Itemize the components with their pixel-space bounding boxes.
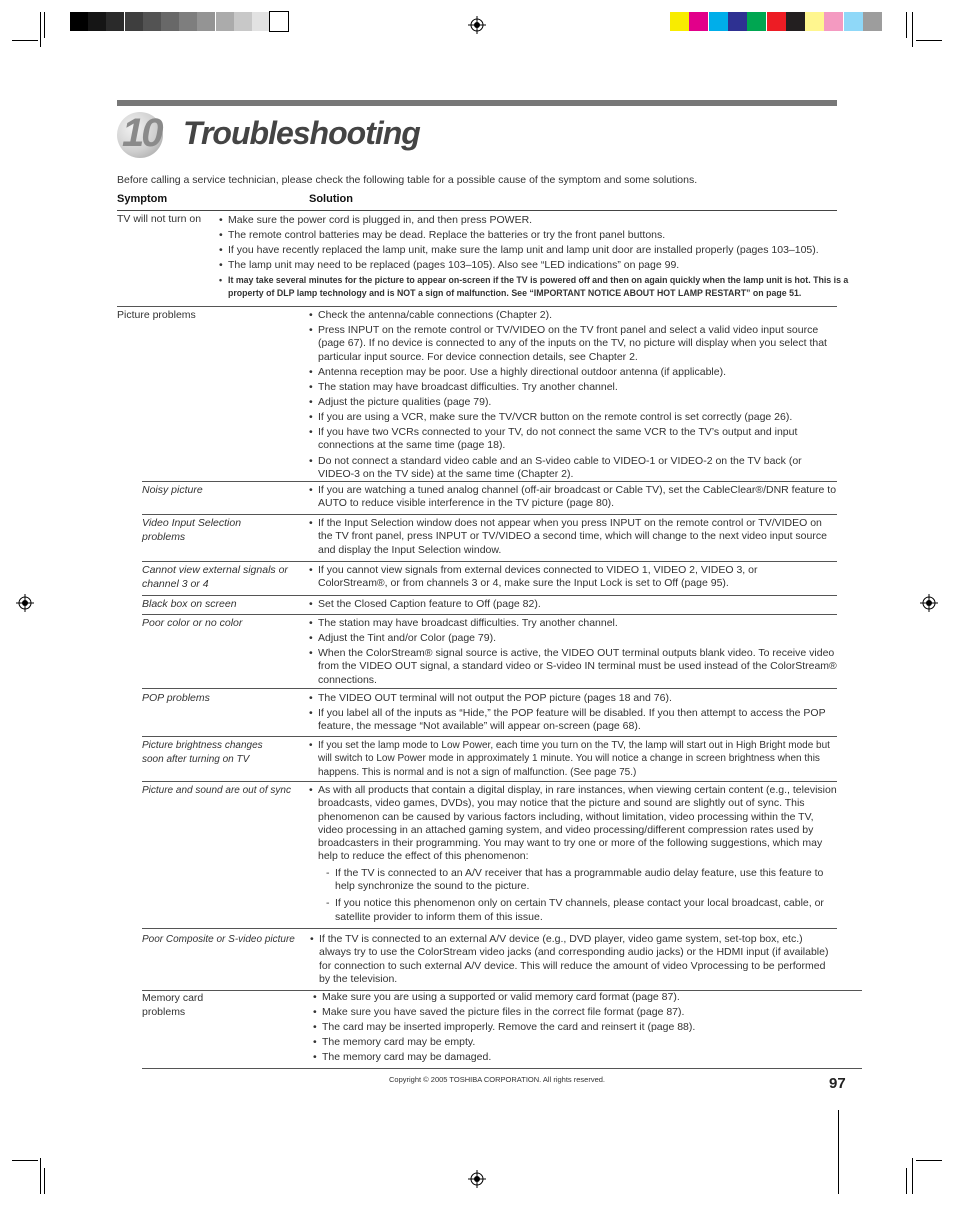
symptom-label: Cannot view external signals or channel 3 or 4: [142, 564, 288, 590]
color-swatch: [805, 12, 824, 31]
solution-list: [309, 739, 837, 781]
gray-swatch: [143, 12, 161, 31]
chapter-number: 10: [122, 111, 161, 155]
copyright-notice: Copyright © 2005 TOSHIBA CORPORATION. All rights reserved.: [389, 1075, 606, 1084]
sub-suggestion: - If the TV is connected to an A/V receiver that has a programmable audio delay feature, use this feature to help synchronize the sound to the picture.: [309, 867, 837, 894]
registration-mark-icon: [468, 1170, 486, 1188]
solution-item: • The lamp unit may need to be replaced (pages 103–105). Also see “LED indications” on page 99.: [219, 259, 849, 272]
solution-item: • The station may have broadcast difficulties. Try another channel.: [309, 381, 837, 394]
color-swatch: [786, 12, 805, 31]
gray-swatch: [252, 12, 270, 31]
solution-list: [309, 692, 837, 735]
solution-item: • Adjust the Tint and/or Color (page 79).: [309, 632, 837, 645]
gray-swatch: [270, 12, 288, 31]
solution-item: • The memory card may be empty.: [313, 1036, 833, 1049]
gray-swatch: [106, 12, 124, 31]
solution-list: [309, 564, 814, 592]
symptom-label: Black box on screen: [142, 598, 237, 610]
solution-item: • If the TV is connected to an external A/V device (e.g., DVD player, video game system, set-top box, etc.) always try to use the ColorStream video jacks (and corresponding audio jacks) or the HDMI input (if available) for connection to such external A/V device. This will reduce the amount of video Vprocessing to be performed by the television.: [310, 933, 830, 986]
row-divider: [142, 736, 837, 737]
solution-item: • The remote control batteries may be dead. Replace the batteries or try the front panel buttons.: [219, 229, 849, 242]
solution-item: • The memory card may be damaged.: [313, 1051, 833, 1064]
solution-list: [309, 617, 837, 689]
row-divider: [142, 688, 837, 689]
row-divider: [142, 781, 837, 782]
symptom-label: Memory card problems: [142, 992, 204, 1018]
solution-list: [309, 598, 837, 613]
solution-item: • Press INPUT on the remote control or TV/VIDEO on the TV front panel and select a valid video input source (page 67). If no device is connected to any of the inputs on the TV, no picture will display when you select that particular input source. For device connection details, see Chapter 2.: [309, 324, 837, 364]
symptom-label: Picture and sound are out of sync: [142, 785, 291, 796]
solution-item: • If you cannot view signals from external devices connected to VIDEO 1, VIDEO 2, VIDEO 3, or ColorStream®, or from channels 3 or 4, make sure the Input Lock is set to Off (page 95).: [309, 564, 814, 591]
page-number: 97: [829, 1075, 846, 1092]
symptom-column-header: Symptom: [117, 193, 168, 205]
solution-item: • Do not connect a standard video cable and an S-video cable to VIDEO-1 or VIDEO-2 on the TV back (or VIDEO-3 on the TV side) at the same time (Chapter 2).: [309, 455, 837, 482]
hot-lamp-notice: • It may take several minutes for the picture to appear on-screen if the TV is powered off and then on again quickly when the lamp unit is hot. This is a property of DLP lamp technology and is NOT a sign of malfunction. See “IMPORTANT NOTICE ABOUT HOT LAMP RESTART” on page 51.: [219, 274, 849, 300]
color-swatch: [670, 12, 689, 31]
gray-swatch: [179, 12, 197, 31]
gray-swatch: [88, 12, 106, 31]
solution-item: • If you set the lamp mode to Low Power, each time you turn on the TV, the lamp will start out in High Bright mode but will switch to Low Power mode in approximately 1 minute. You will notice a change in screen brightness when this happens. This is normal and is not a sign of malfunction. (See page 75.): [309, 739, 837, 779]
gray-swatch: [70, 12, 88, 31]
row-divider: [142, 614, 837, 615]
solution-item: • As with all products that contain a digital display, in rare instances, when viewing certain content (e.g., television broadcasts, video games, DVDs), you may notice that the picture and sound are slightly out of sync. This phenomenon can be caused by various factors including, without limitation, video processing within the TV, video processing in an attached gaming system, and video processing/different compression rates used by broadcasters in their programming. You may want to try one or more of the following suggestions, which may help to reduce the effect of this phenomenon:: [309, 784, 837, 864]
solution-item: • Set the Closed Caption feature to Off (page 82).: [309, 598, 837, 611]
gray-swatch: [197, 12, 215, 31]
solution-item: • If you label all of the inputs as “Hide,” the POP feature will be disabled. If you then attempt to access the POP feature, the message “Not available” will appear on-screen (page 68).: [309, 707, 837, 734]
symptom-label: POP problems: [142, 692, 210, 704]
row-divider: [142, 514, 837, 515]
solution-item: • The station may have broadcast difficulties. Try another channel.: [309, 617, 837, 630]
row-divider: [142, 481, 837, 482]
solution-list: [219, 214, 849, 302]
gray-swatch: [234, 12, 252, 31]
gray-swatch: [125, 12, 143, 31]
symptom-label: TV will not turn on: [117, 213, 202, 225]
solution-list: [309, 309, 837, 483]
color-swatch: [747, 12, 766, 31]
solution-item: • Adjust the picture qualities (page 79).: [309, 396, 837, 409]
solution-list: [310, 933, 830, 988]
color-swatch: [709, 12, 728, 31]
row-divider: [117, 306, 837, 307]
row-divider: [142, 928, 837, 929]
symptom-label: Poor Composite or S-video picture: [142, 934, 295, 945]
solution-list: [309, 784, 837, 928]
row-divider: [142, 561, 837, 562]
solution-item: • If you have recently replaced the lamp unit, make sure the lamp unit and lamp unit door are installed properly (pages 103–105).: [219, 244, 849, 257]
row-divider: [142, 1068, 862, 1069]
color-swatch: [824, 12, 843, 31]
registration-mark-icon: [16, 594, 34, 612]
symptom-label: Video Input Selection problems: [142, 517, 242, 543]
registration-mark-icon: [920, 594, 938, 612]
solution-list: [309, 517, 837, 559]
solution-item: • The VIDEO OUT terminal will not output the POP picture (pages 18 and 76).: [309, 692, 837, 705]
solution-item: • If you are using a VCR, make sure the TV/VCR button on the remote control is set correctly (page 26).: [309, 411, 837, 424]
solution-item: • When the ColorStream® signal source is active, the VIDEO OUT terminal outputs blank video. To receive video from the VIDEO OUT signal, a standard video or S-video IN terminal must be used instead of the ColorStream® connections.: [309, 647, 837, 687]
color-swatch: [767, 12, 786, 31]
solution-list: [313, 991, 833, 1066]
intro-text: Before calling a service technician, please check the following table for a possible cause of the symptom and some solutions.: [117, 174, 698, 186]
color-swatch: [728, 12, 747, 31]
color-swatch: [863, 12, 882, 31]
solution-item: • If you have two VCRs connected to your TV, do not connect the same VCR to the TV’s output and input connections at the same time (page 18).: [309, 426, 837, 453]
header-divider: [117, 210, 837, 211]
solution-column-header: Solution: [309, 193, 353, 205]
solution-item: • The card may be inserted improperly. Remove the card and reinsert it (page 88).: [313, 1021, 833, 1034]
sub-suggestion: - If you notice this phenomenon only on certain TV channels, please contact your local broadcast, cable, or satellite provider to inform them of this issue.: [309, 897, 837, 924]
solution-item: • Make sure you are using a supported or valid memory card format (page 87).: [313, 991, 833, 1004]
solution-item: • Make sure the power cord is plugged in, and then press POWER.: [219, 214, 849, 227]
solution-item: • If the Input Selection window does not appear when you press INPUT on the remote control or TV/VIDEO on the TV front panel, press INPUT or TV/VIDEO a second time, which will change to the next video input source and display the Input Selection window.: [309, 517, 837, 557]
solution-item: • Make sure you have saved the picture files in the correct file format (page 87).: [313, 1006, 833, 1019]
gray-swatch: [161, 12, 179, 31]
page-title: Troubleshooting: [183, 115, 420, 151]
symptom-label: Picture brightness changes soon after turning on TV: [142, 740, 263, 765]
solution-item: • If you are watching a tuned analog channel (off-air broadcast or Cable TV), set the CableClear®/DNR feature to AUTO to reduce visible interference in the TV picture (page 80).: [309, 484, 837, 511]
gray-swatch: [216, 12, 234, 31]
solution-item: • Check the antenna/cable connections (Chapter 2).: [309, 309, 837, 322]
solution-list: [309, 484, 837, 512]
symptom-label: Poor color or no color: [142, 617, 243, 629]
header-rule: [117, 100, 837, 106]
symptom-label: Noisy picture: [142, 484, 203, 496]
color-swatch: [844, 12, 863, 31]
registration-mark-icon: [468, 16, 486, 34]
symptom-label: Picture problems: [117, 309, 196, 321]
row-divider: [142, 595, 837, 596]
solution-item: • Antenna reception may be poor. Use a highly directional outdoor antenna (if applicable).: [309, 366, 837, 379]
color-swatch: [689, 12, 708, 31]
